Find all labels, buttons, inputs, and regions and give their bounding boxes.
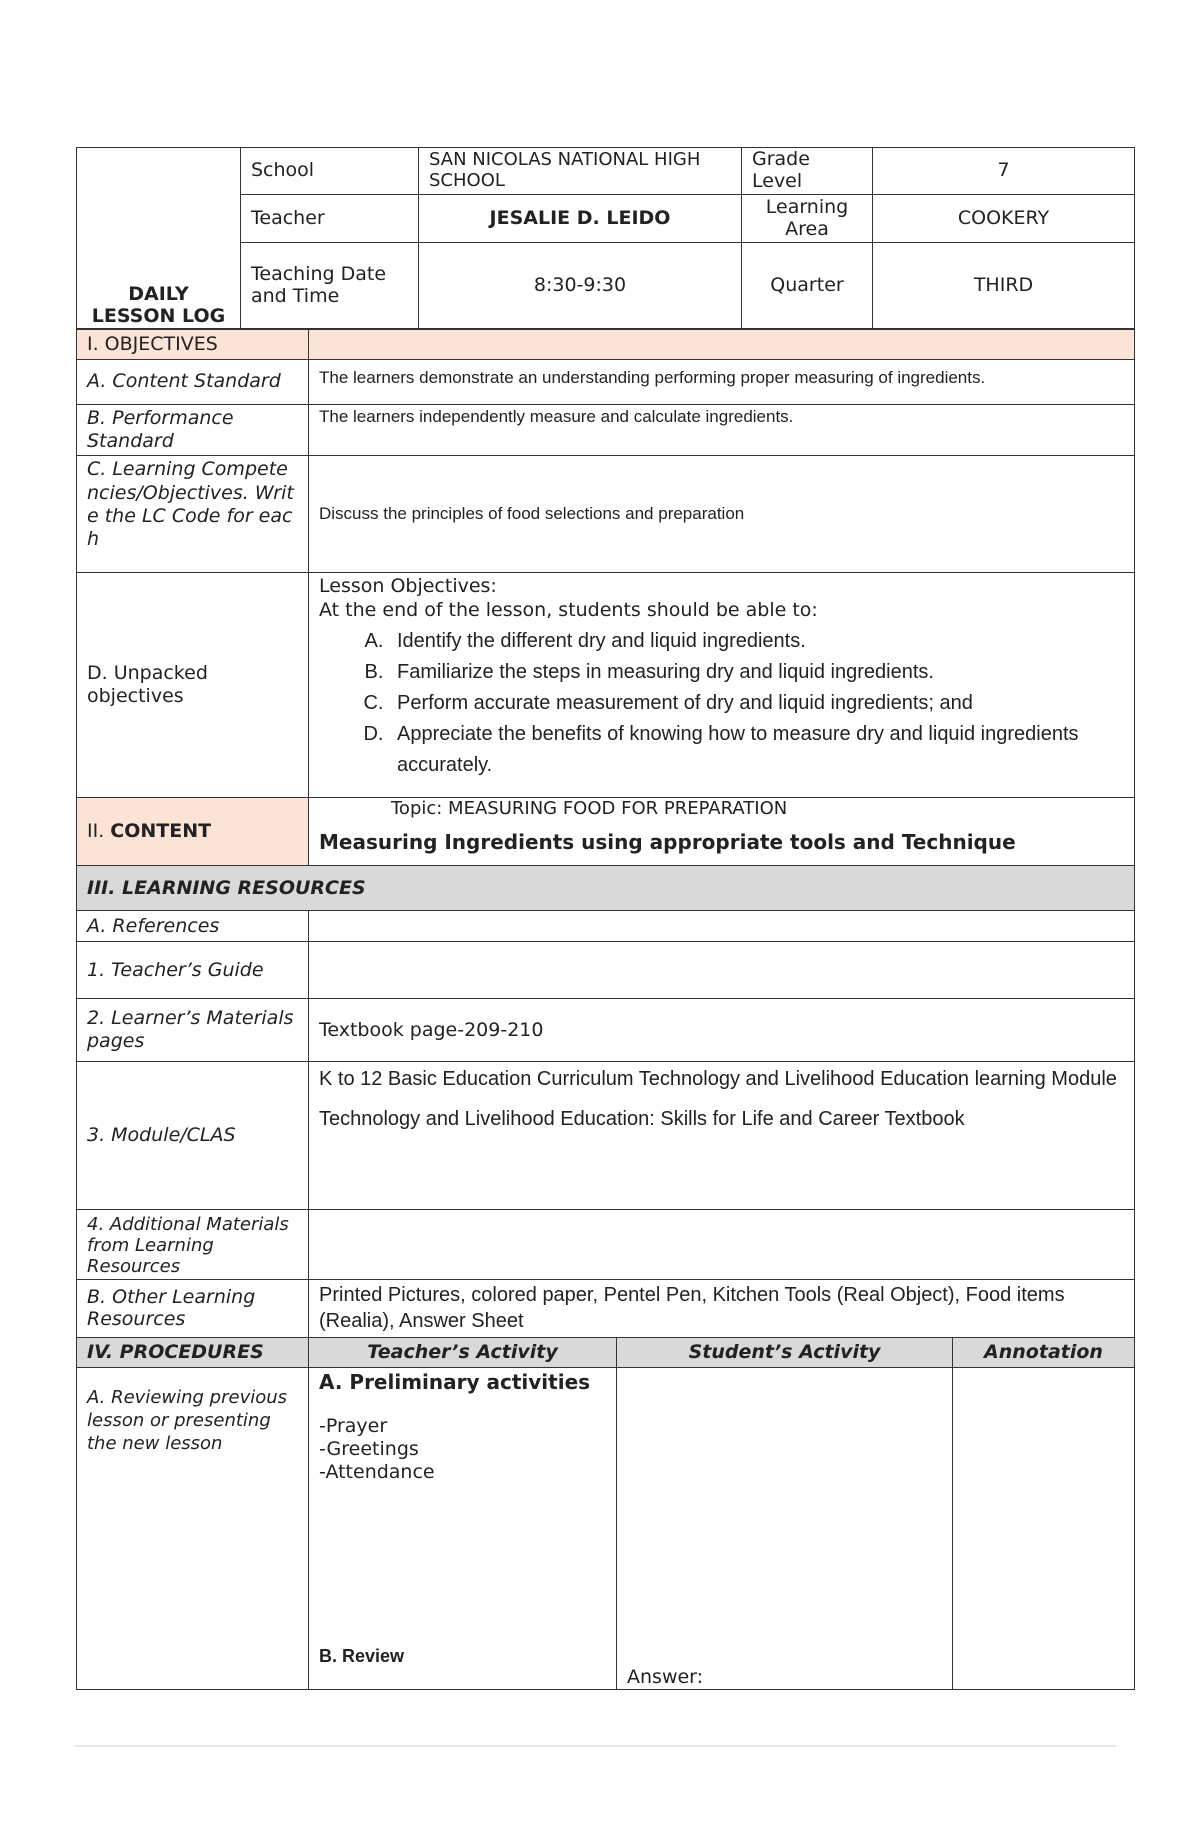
objective-item: A. Identify the different dry and liquid ingredients. <box>389 626 1124 657</box>
content-cell <box>309 798 1135 866</box>
student-activity-header: Student’s Activity <box>617 1338 953 1368</box>
other-resources-value: Printed Pictures, colored paper, Pentel Pen, Kitchen Tools (Real Object), Food items (Realia), Answer Sheet <box>309 1280 1135 1338</box>
objectives-heading: I. OBJECTIVES <box>77 330 309 360</box>
objective-item: B. Familiarize the steps in measuring dry and liquid ingredients. <box>389 657 1124 688</box>
other-resources-label: B. Other Learning Resources <box>77 1280 309 1338</box>
additional-materials-label: 4. Additional Materials from Learning Resources <box>77 1210 309 1280</box>
objectives-list <box>319 626 1124 781</box>
teacher-value: JESALIE D. LEIDO <box>419 195 742 243</box>
competencies-value: Discuss the principles of food selections and preparation <box>309 456 1135 573</box>
lesson-table <box>76 329 1135 1690</box>
reviewing-lesson-label: A. Reviewing previous lesson or presenting the new lesson <box>77 1368 309 1690</box>
objective-item: C. Perform accurate measurement of dry and liquid ingredients; and <box>389 688 1124 719</box>
references-label: A. References <box>77 911 309 942</box>
performance-standard-value: The learners independently measure and calculate ingredients. <box>309 405 1135 456</box>
page-footer-divider <box>74 1745 1116 1747</box>
references-value <box>309 911 1135 942</box>
content-title: Measuring Ingredients using appropriate tools and Technique <box>319 830 1016 855</box>
grade-value: 7 <box>873 148 1135 195</box>
lesson-objectives-intro-2: At the end of the lesson, students should be able to: <box>319 598 818 621</box>
content-standard-value: The learners demonstrate an understanding performing proper measuring of ingredients. <box>309 360 1135 405</box>
quarter-label: Quarter <box>742 243 873 329</box>
prayer-item: -Prayer <box>319 1414 388 1437</box>
grade-label: Grade Level <box>742 148 873 195</box>
header-table <box>76 147 1135 329</box>
unpacked-objectives-label: D. Unpacked objectives <box>77 573 309 798</box>
teacher-label: Teacher <box>241 195 419 243</box>
procedures-heading: IV. PROCEDURES <box>77 1338 309 1368</box>
module-value-line-1: K to 12 Basic Education Curriculum Technology and Livelihood Education learning Module <box>319 1068 1117 1091</box>
annotation-cell <box>953 1368 1135 1690</box>
annotation-header: Annotation <box>953 1338 1135 1368</box>
competencies-label: C. Learning Competencies/Objectives. Write the LC Code for each <box>77 456 309 573</box>
objectives-heading-fill <box>309 330 1135 360</box>
module-value <box>309 1062 1135 1210</box>
attendance-item: -Attendance <box>319 1461 435 1484</box>
daily-lesson-log-title: DAILY LESSON LOG <box>77 148 241 329</box>
datetime-label: Teaching Date and Time <box>241 243 419 329</box>
learners-materials-label: 2. Learner’s Materials pages <box>77 999 309 1062</box>
learners-materials-value: Textbook page-209-210 <box>309 999 1135 1062</box>
module-label: 3. Module/CLAS <box>77 1062 309 1210</box>
student-activity-cell <box>617 1368 953 1690</box>
datetime-value: 8:30-9:30 <box>419 243 742 329</box>
content-topic: Topic: MEASURING FOOD FOR PREPARATION <box>391 798 788 820</box>
objective-item: D. Appreciate the benefits of knowing how to measure dry and liquid ingredients accurately. <box>389 719 1124 781</box>
preliminary-activities-title: A. Preliminary activities <box>319 1370 591 1395</box>
content-heading: II. CONTENT <box>77 798 309 866</box>
content-standard-label: A. Content Standard <box>77 360 309 405</box>
quarter-value: THIRD <box>873 243 1135 329</box>
teacher-activity-cell <box>309 1368 617 1690</box>
learning-resources-heading: III. LEARNING RESOURCES <box>77 866 1135 911</box>
answer-label: Answer: <box>627 1666 704 1689</box>
greetings-item: -Greetings <box>319 1437 419 1460</box>
additional-materials-value <box>309 1210 1135 1280</box>
lesson-objectives-intro: Lesson Objectives: <box>319 575 497 598</box>
teachers-guide-label: 1. Teacher’s Guide <box>77 942 309 999</box>
performance-standard-label: B. Performance Standard <box>77 405 309 456</box>
review-title: B. Review <box>319 1646 405 1667</box>
area-value: COOKERY <box>873 195 1135 243</box>
school-value: SAN NICOLAS NATIONAL HIGH SCHOOL <box>419 148 742 195</box>
module-value-line-2: Technology and Livelihood Education: Skills for Life and Career Textbook <box>319 1108 965 1131</box>
unpacked-objectives-cell <box>309 573 1135 798</box>
teacher-activity-header: Teacher’s Activity <box>309 1338 617 1368</box>
teachers-guide-value <box>309 942 1135 999</box>
school-label: School <box>241 148 419 195</box>
area-label: Learning Area <box>742 195 873 243</box>
